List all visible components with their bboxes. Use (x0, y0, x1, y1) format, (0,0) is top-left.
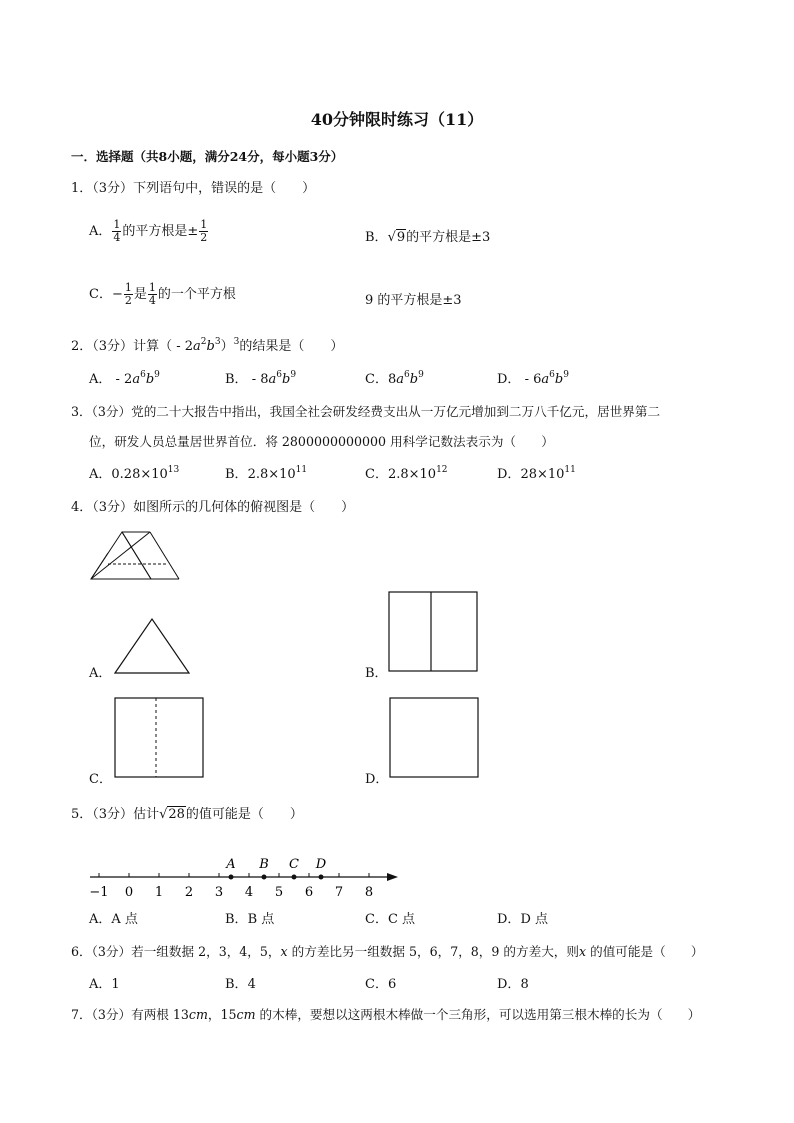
q1-option-c[interactable]: C．− $\frac{1}{2}$ 是 $\frac{1}{4}$ 的一个平方根 (89, 281, 236, 307)
number-line-point-label: C (289, 857, 299, 872)
q5-option-a[interactable]: A．A 点 (89, 912, 138, 927)
triangular-prism-hidden-edges (88, 528, 188, 584)
number-line-point-B (262, 875, 267, 880)
number-line-tick-label: 5 (274, 885, 284, 900)
q1-option-b[interactable]: B．√9的平方根是±3 (365, 230, 491, 245)
number-line-tick-label: −1 (89, 885, 109, 900)
q2-option-a[interactable]: A． - $2a^6b^9$ (89, 370, 160, 387)
q6-option-d[interactable]: D．8 (497, 977, 529, 992)
q6-option-b[interactable]: B．4 (225, 977, 256, 992)
option-a-triangle-icon[interactable] (113, 616, 193, 676)
fraction: $\frac{1}{2}$ (200, 218, 208, 244)
number-line (80, 852, 410, 902)
number-line-tick-label: 6 (304, 885, 314, 900)
fraction: $\frac{1}{4}$ (148, 281, 156, 307)
number-line-tick-label: 1 (154, 885, 164, 900)
section-heading: 一．选择题（共8小题，满分24分，每小题3分） (71, 149, 344, 164)
number-line-tick-label: 4 (244, 885, 254, 900)
number-line-point-A (229, 875, 234, 880)
sqrt-symbol: √28 (159, 807, 185, 822)
q5-option-d[interactable]: D．D 点 (497, 912, 548, 927)
question-6: 6．（3分）若一组数据 2，3，4，5，x 的方差比另一组数据 5，6，7，8，9 的方差大，则x 的值可能是（ ） (71, 944, 704, 959)
number-line-point-D (319, 875, 324, 880)
number-line-tick-label: 2 (184, 885, 194, 900)
question-3-line-2: 位，研发人员总量居世界首位．将 2800000000000 用科学记数法表示为（ ） (89, 434, 554, 449)
q1-option-d[interactable]: 9 的平方根是±3 (365, 293, 462, 308)
q4-option-a-label[interactable]: A． (89, 666, 112, 681)
question-5: 5．（3分）估计√28的值可能是（ ） (71, 807, 303, 822)
option-d-rectangle-icon[interactable] (389, 697, 481, 779)
q5-option-b[interactable]: B．B 点 (225, 912, 275, 927)
option-b-split-rectangle-icon[interactable] (388, 591, 480, 673)
number-line-point-label: D (315, 857, 327, 872)
number-line-tick-label: 7 (334, 885, 344, 900)
fraction: $\frac{1}{2}$ (124, 281, 132, 307)
question-text: 下列语句中，错误的是（ ） (133, 181, 316, 196)
question-number: 1． (71, 181, 93, 196)
q4-option-c-label[interactable]: C． (89, 772, 112, 787)
page-title: 40分钟限时练习（11） (310, 110, 484, 129)
number-line-point-C (292, 875, 297, 880)
q4-option-d-label[interactable]: D． (365, 772, 389, 787)
q3-option-c[interactable]: C．$2.8\times 10^{12}$ (365, 465, 448, 482)
q2-option-d[interactable]: D． - $6a^6b^9$ (497, 370, 569, 387)
number-line-point-label: A (226, 857, 236, 872)
option-c-dashed-rectangle-icon[interactable] (114, 697, 206, 779)
question-7: 7．（3分）有两根 13cm，15cm 的木棒，要想以这两根木棒做一个三角形，可以选用第三根木棒的长为（ ） (71, 1007, 701, 1022)
q3-option-a[interactable]: A．$0.28\times 10^{13}$ (89, 465, 180, 482)
q3-option-d[interactable]: D．$28\times 10^{11}$ (497, 465, 576, 482)
number-line-point-label: B (259, 857, 269, 872)
number-line-tick-label: 3 (214, 885, 224, 900)
fraction: $\frac{1}{4}$ (113, 218, 121, 244)
question-2: 2．（3分）计算（ - $2a^2b^3)^3$的结果是（ ） (71, 337, 344, 354)
number-line-tick-label: 0 (124, 885, 134, 900)
question-4: 4．（3分）如图所示的几何体的俯视图是（ ） (71, 500, 355, 515)
q3-option-b[interactable]: B．$2.8\times 10^{11}$ (225, 465, 308, 482)
q6-option-a[interactable]: A．1 (89, 977, 120, 992)
q4-option-b-label[interactable]: B． (365, 666, 388, 681)
question-score: （3分） (92, 181, 134, 196)
sqrt-symbol: √9 (387, 230, 406, 245)
q2-option-c[interactable]: C．$8a^6b^9$ (365, 370, 424, 387)
q6-option-c[interactable]: C．6 (365, 977, 397, 992)
number-line-tick-label: 8 (364, 885, 374, 900)
q2-option-b[interactable]: B． - $8a^6b^9$ (225, 370, 297, 387)
question-1 (71, 177, 315, 196)
question-3: 3．（3分）党的二十大报告中指出，我国全社会研发经费支出从一万亿元增加到二万八千亿元，居世界第二 (71, 404, 661, 419)
q1-option-a[interactable]: A． $\frac{1}{4}$ 的平方根是± $\frac{1}{2}$ (89, 218, 208, 244)
q5-option-c[interactable]: C．C 点 (365, 912, 416, 927)
number-line-arrow (387, 873, 398, 881)
